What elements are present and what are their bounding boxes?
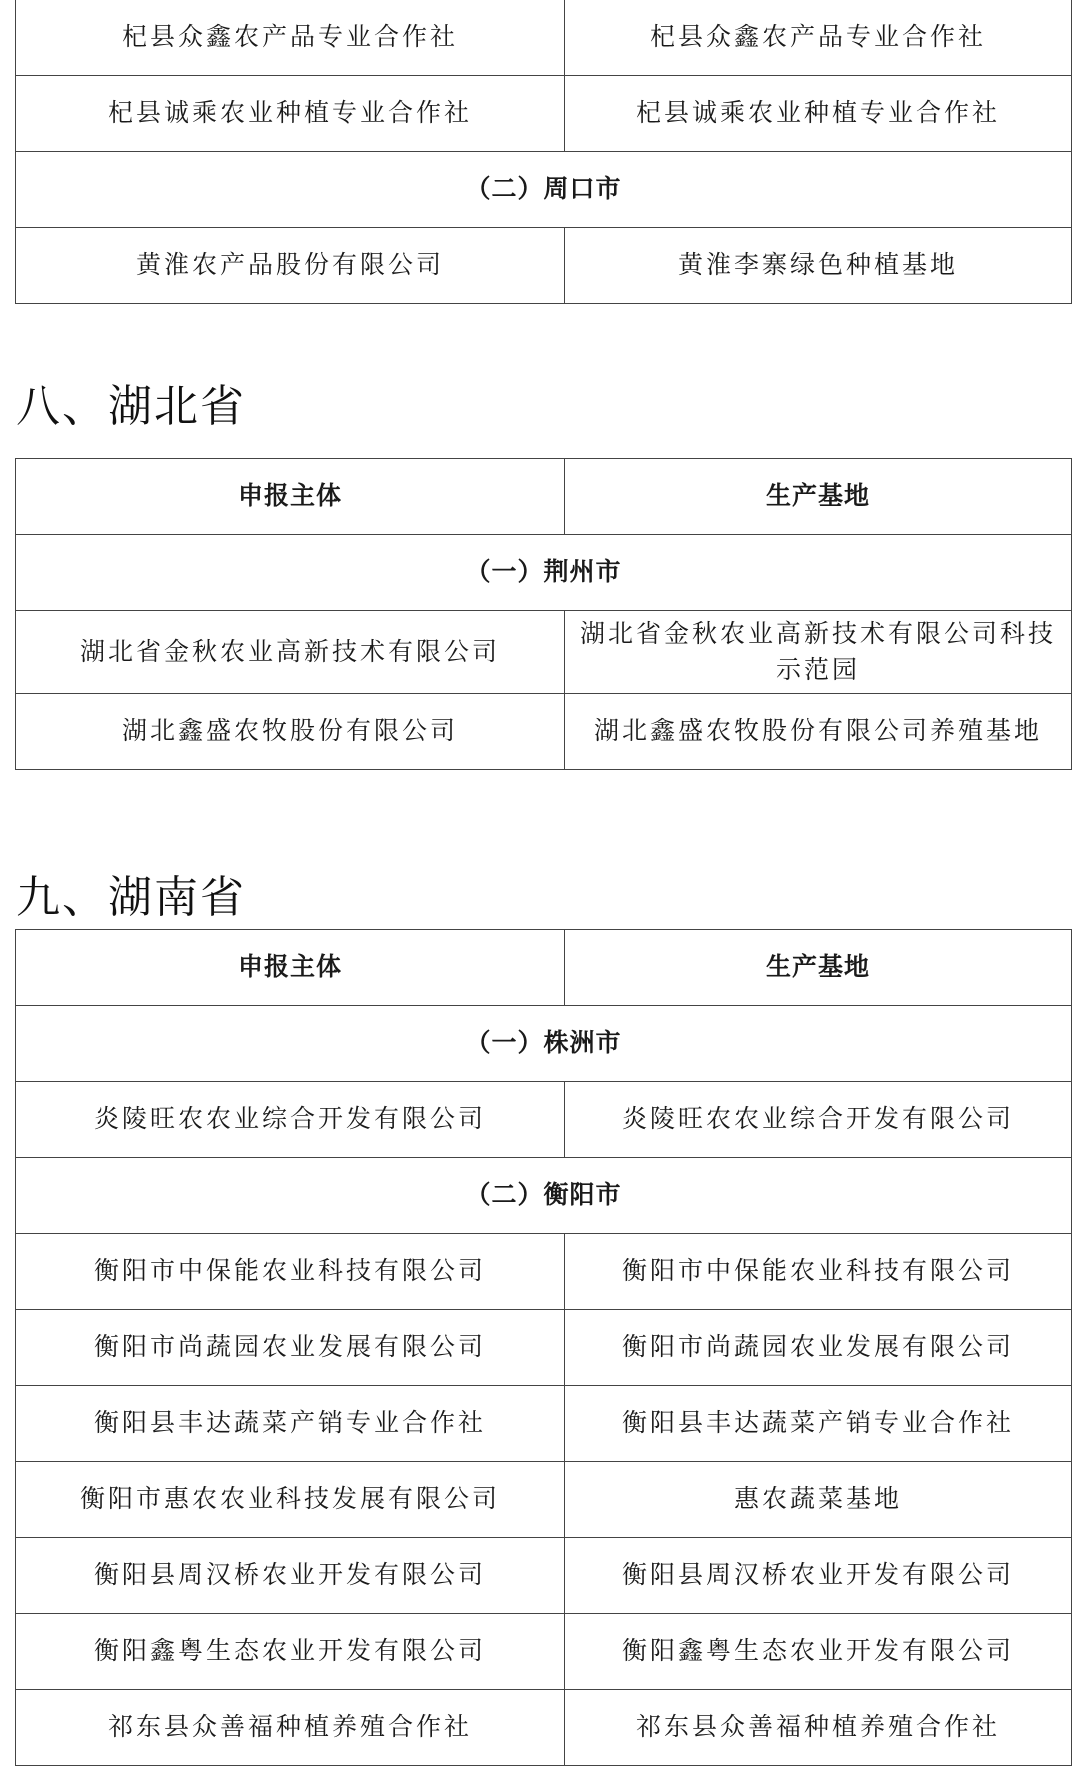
production-base-cell: 杞县众鑫农产品专业合作社 bbox=[565, 0, 1072, 76]
column-header-applicant: 申报主体 bbox=[16, 930, 565, 1006]
city-subheader-row bbox=[16, 1006, 1072, 1082]
production-base-cell: 惠农蔬菜基地 bbox=[565, 1462, 1072, 1538]
city-subheader-row bbox=[16, 152, 1072, 228]
table-header-row bbox=[16, 459, 1072, 535]
table-row bbox=[16, 1386, 1072, 1462]
table-row bbox=[16, 0, 1072, 76]
production-base-cell: 炎陵旺农农业综合开发有限公司 bbox=[565, 1082, 1072, 1158]
applicant-cell: 杞县诚乘农业种植专业合作社 bbox=[16, 76, 565, 152]
production-base-cell: 衡阳县丰达蔬菜产销专业合作社 bbox=[565, 1386, 1072, 1462]
production-base-cell: 杞县诚乘农业种植专业合作社 bbox=[565, 76, 1072, 152]
table-header-row bbox=[16, 930, 1072, 1006]
applicant-cell: 衡阳县丰达蔬菜产销专业合作社 bbox=[16, 1386, 565, 1462]
production-base-cell: 湖北鑫盛农牧股份有限公司养殖基地 bbox=[565, 694, 1072, 770]
city-subheader-row bbox=[16, 535, 1072, 611]
applicant-cell: 衡阳县周汉桥农业开发有限公司 bbox=[16, 1538, 565, 1614]
applicant-cell: 湖北鑫盛农牧股份有限公司 bbox=[16, 694, 565, 770]
applicant-cell: 湖北省金秋农业高新技术有限公司 bbox=[16, 611, 565, 694]
production-base-cell: 湖北省金秋农业高新技术有限公司科技示范园 bbox=[565, 611, 1072, 694]
city-subheader-hengyang: （二）衡阳市 bbox=[16, 1158, 1072, 1234]
henan-continuation-table bbox=[15, 0, 1072, 304]
applicant-cell: 衡阳鑫粤生态农业开发有限公司 bbox=[16, 1614, 565, 1690]
table-row bbox=[16, 1462, 1072, 1538]
table-row bbox=[16, 1614, 1072, 1690]
column-header-production-base: 生产基地 bbox=[565, 930, 1072, 1006]
production-base-cell: 衡阳市中保能农业科技有限公司 bbox=[565, 1234, 1072, 1310]
table-row bbox=[16, 611, 1072, 694]
city-subheader-zhuzhou: （一）株洲市 bbox=[16, 1006, 1072, 1082]
applicant-cell: 黄淮农产品股份有限公司 bbox=[16, 228, 565, 304]
table-row bbox=[16, 1234, 1072, 1310]
applicant-cell: 杞县众鑫农产品专业合作社 bbox=[16, 0, 565, 76]
production-base-cell: 衡阳市尚蔬园农业发展有限公司 bbox=[565, 1310, 1072, 1386]
table-row bbox=[16, 76, 1072, 152]
production-base-cell: 祁东县众善福种植养殖合作社 bbox=[565, 1690, 1072, 1766]
table-row bbox=[16, 228, 1072, 304]
column-header-applicant: 申报主体 bbox=[16, 459, 565, 535]
hunan-table bbox=[15, 929, 1072, 1766]
table-row bbox=[16, 1690, 1072, 1766]
applicant-cell: 炎陵旺农农业综合开发有限公司 bbox=[16, 1082, 565, 1158]
table-row bbox=[16, 1310, 1072, 1386]
applicant-cell: 衡阳市惠农农业科技发展有限公司 bbox=[16, 1462, 565, 1538]
table-row bbox=[16, 1538, 1072, 1614]
production-base-cell: 黄淮李寨绿色种植基地 bbox=[565, 228, 1072, 304]
applicant-cell: 衡阳市中保能农业科技有限公司 bbox=[16, 1234, 565, 1310]
hubei-table bbox=[15, 458, 1072, 770]
table-row bbox=[16, 1082, 1072, 1158]
applicant-cell: 衡阳市尚蔬园农业发展有限公司 bbox=[16, 1310, 565, 1386]
production-base-cell: 衡阳县周汉桥农业开发有限公司 bbox=[565, 1538, 1072, 1614]
city-subheader-jingzhou: （一）荆州市 bbox=[16, 535, 1072, 611]
table-row bbox=[16, 694, 1072, 770]
section-heading-hunan: 九、湖南省 bbox=[16, 872, 246, 923]
city-subheader-zhoukou: （二）周口市 bbox=[16, 152, 1072, 228]
applicant-cell: 祁东县众善福种植养殖合作社 bbox=[16, 1690, 565, 1766]
production-base-cell: 衡阳鑫粤生态农业开发有限公司 bbox=[565, 1614, 1072, 1690]
section-heading-hubei: 八、湖北省 bbox=[16, 381, 246, 432]
city-subheader-row bbox=[16, 1158, 1072, 1234]
column-header-production-base: 生产基地 bbox=[565, 459, 1072, 535]
